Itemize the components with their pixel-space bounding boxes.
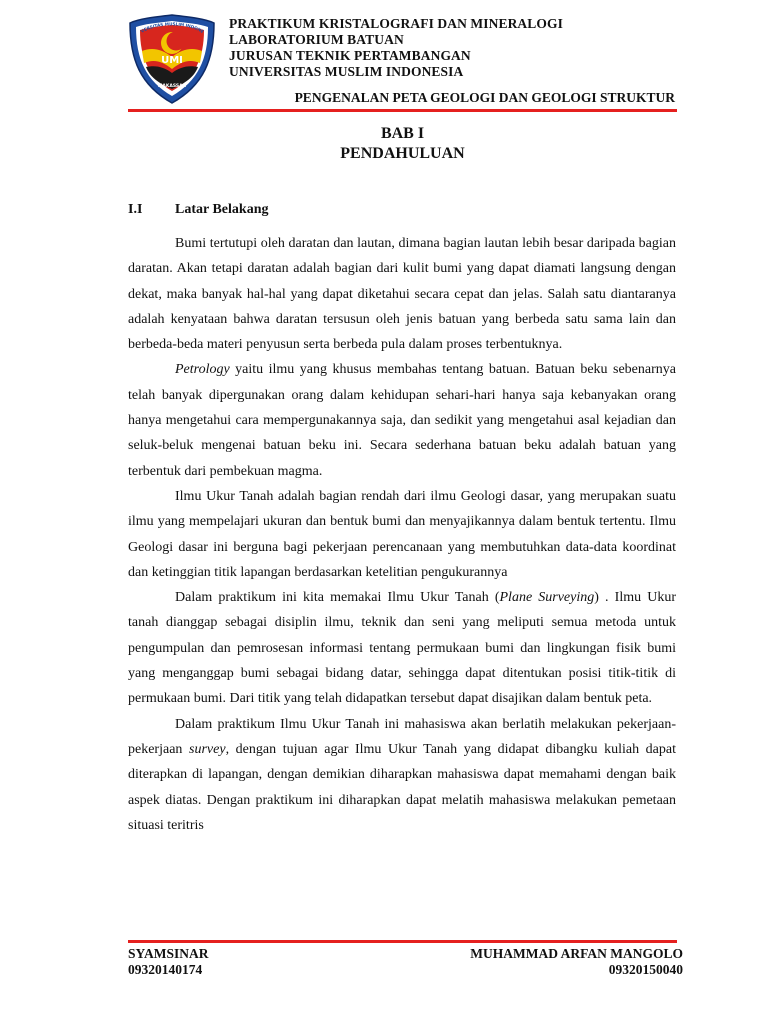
paragraph-text: Bumi tertutupi oleh daratan dan lautan, dimana bagian lautan lebih besar daripada bagian daratan. Akan tetapi daratan adalah bagian dari kulit bumi yang dapat diamati langsung dengan dekat, maka banyak hal-hal yang dapat diketahui secara cepat dan jelas. Salah satu diantaranya adalah kenyataan bahwa daratan tersusun oleh jenis batuan yang berbeda satu sama lain dan berbeda-beda materi penyusun serta berbeda pula dalam proses terbentuknya. <box>128 236 676 353</box>
section-heading <box>128 201 268 219</box>
body-paragraph <box>128 484 676 585</box>
header-line: PRAKTIKUM KRISTALOGRAFI DAN MINERALOGI <box>229 16 563 31</box>
body-paragraph <box>128 231 676 357</box>
chapter-title: PENDAHULUAN <box>340 145 465 162</box>
header-subtitle: PENGENALAN PETA GEOLOGI DAN GEOLOGI STRUKTUR <box>294 90 675 105</box>
author-id: 09320150040 <box>608 961 683 977</box>
paragraph-text: ) . Ilmu Ukur tanah dianggap sebagai disiplin ilmu, teknik dan seni yang meliputi semua metoda untuk pengumpulan dan pemrosesan informasi tentang permukaan bumi dan lingkungan fisik bumi yang menganggap bumi sebagai bidang datar, sehingga dapat ditentukan posisi titik-titik di permukaan bumi. Dari titik yang telah didapatkan tersebut dapat disajikan dalam bentuk peta. <box>128 590 676 707</box>
author-name: SYAMSINAR <box>128 946 209 961</box>
italic-term: survey <box>189 741 226 757</box>
footer-author-right <box>400 946 683 977</box>
header-line: UNIVERSITAS MUSLIM INDONESIA <box>229 64 464 79</box>
header-institution-block <box>229 16 563 80</box>
author-id: 09320140174 <box>128 961 203 977</box>
body-paragraph <box>128 712 676 838</box>
paragraph-text: Ilmu Ukur Tanah adalah bagian rendah dari ilmu Geologi dasar, yang merupakan suatu ilmu yang mempelajari ukuran dan bentuk bumi dan menyajikannya dalam bentuk tertentu. Ilmu Geologi dasar ini berguna bagi pekerjaan perencanaan yang membutuhkan data-data koordinat dan ketinggian titik lapangan berdasarkan ketelitian pengukurannya <box>128 488 676 580</box>
body-text <box>128 231 676 838</box>
logo-ring-text: VERSITAS MUSLIM INDONE <box>139 21 205 35</box>
logo-center-text: UMI <box>161 55 183 66</box>
header-divider <box>128 109 677 112</box>
italic-term: Plane Surveying <box>499 590 595 606</box>
paragraph-text: , dengan tujuan agar Ilmu Ukur Tanah yang didapat dibangku kuliah dapat diterapkan di lapangan, dengan demikian diharapkan mahasiswa dapat memahami dengan baik aspek diatas. Dengan praktikum ini diharapkan dapat melatih mahasiswa melakukan pemetaan situasi teritris <box>128 741 676 833</box>
chapter-heading <box>128 124 677 164</box>
header-line: JURUSAN TEKNIK PERTAMBANGAN <box>229 48 471 63</box>
header-line: LABORATORIUM BATUAN <box>229 32 404 47</box>
footer-divider <box>128 940 677 943</box>
chapter-number: BAB I <box>380 125 425 142</box>
paragraph-text: yaitu ilmu yang khusus membahas tentang batuan. Batuan beku sebenarnya telah banyak dipergunakan orang dalam kehidupan sehari-hari hanya saja kebanyakan orang hanya mengetahui cara mempergunakannya saja, dan sedikit yang mengetahui asal kejadian dan seluk-beluk mengenai batuan beku ini. Secara sederhana batuan beku adalah batuan yang terbentuk dari pembekuan magma. <box>128 362 676 479</box>
paragraph-text: Dalam praktikum ini kita memakai Ilmu Ukur Tanah ( <box>175 590 500 606</box>
logo-bottom-text: MAKASSAR <box>157 84 187 89</box>
section-title: Latar Belakang <box>175 202 269 217</box>
author-name: MUHAMMAD ARFAN MANGOLO <box>470 946 683 961</box>
university-seal-icon <box>128 13 216 105</box>
paragraph-text: Dalam praktikum Ilmu Ukur Tanah ini mahasiswa akan berlatih melakukan pekerjaan-pekerjaan <box>128 716 676 757</box>
body-paragraph <box>128 585 676 711</box>
italic-term: Petrology <box>175 362 230 378</box>
footer-author-left <box>128 946 209 977</box>
section-number: I.I <box>128 202 143 217</box>
body-paragraph <box>128 357 676 483</box>
